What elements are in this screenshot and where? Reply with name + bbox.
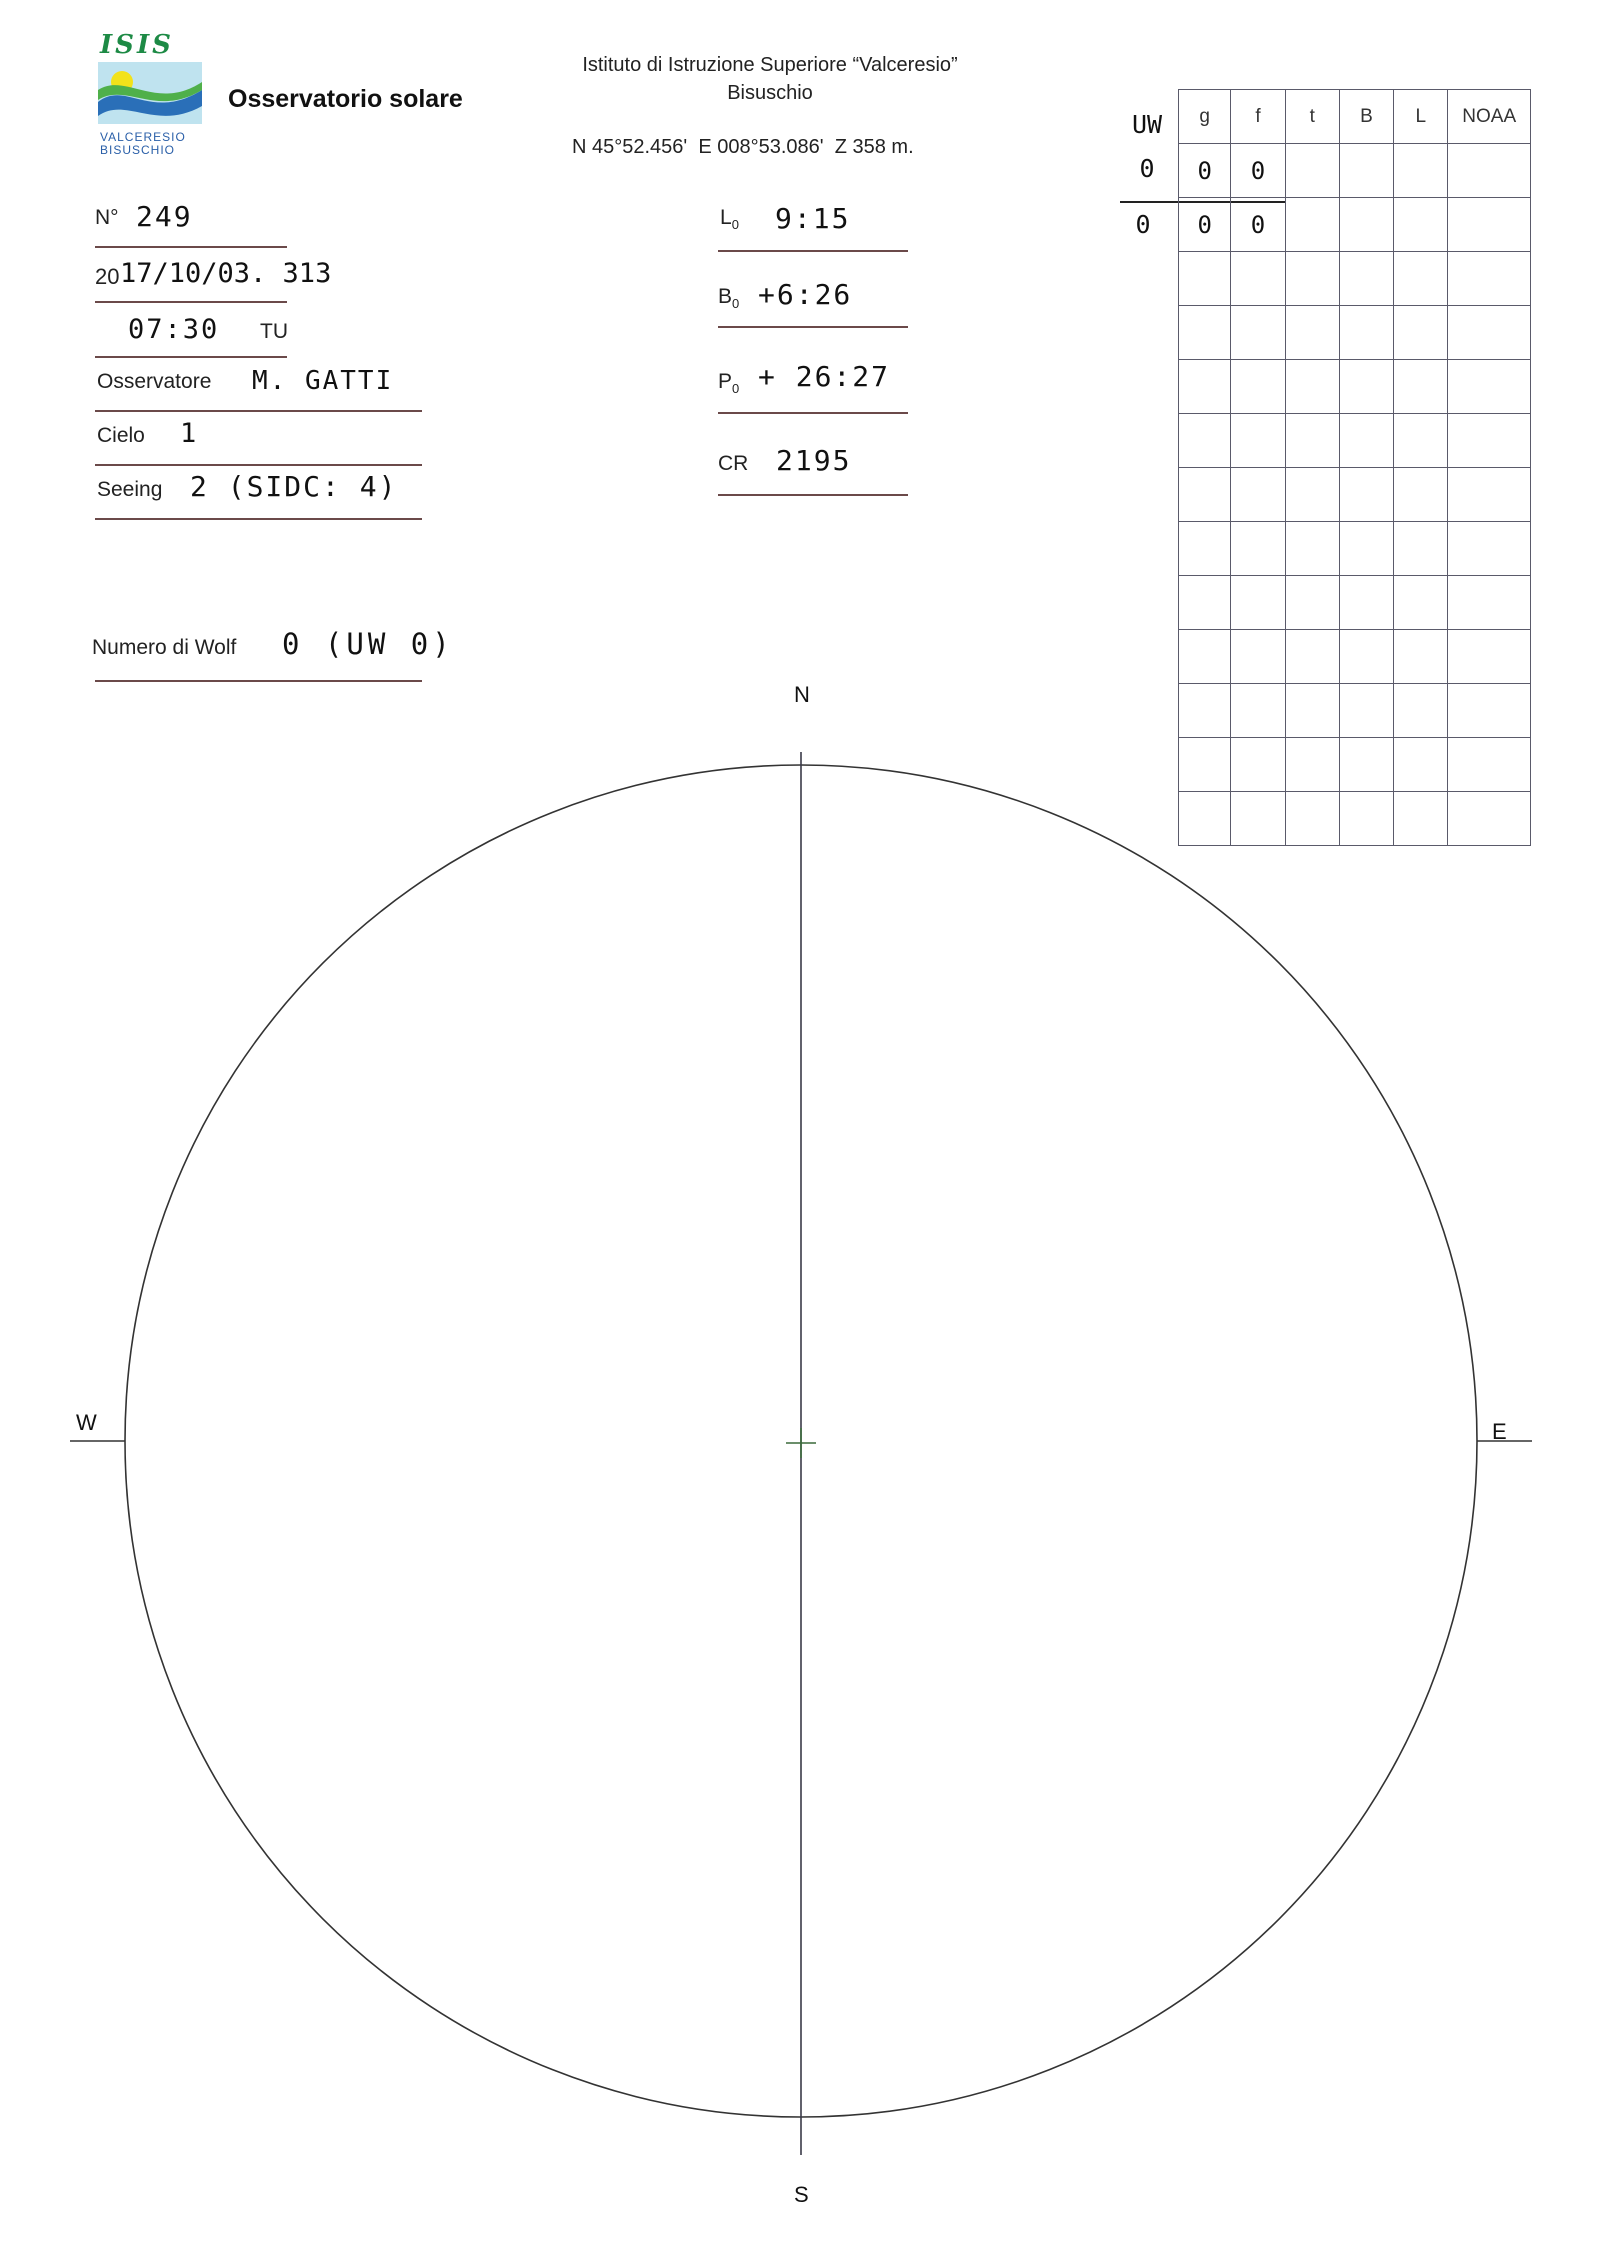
logo-sub-1: VALCERESIO xyxy=(100,130,186,144)
page-title: Osservatorio solare xyxy=(228,85,463,113)
p0-label-text: P xyxy=(718,370,733,393)
l0-label-sub: 0 xyxy=(731,217,739,233)
sky-value: 1 xyxy=(180,418,199,449)
uw-row-1: 0 xyxy=(1139,154,1155,183)
number-label: N° xyxy=(95,206,119,229)
time-unit: TU xyxy=(260,320,288,343)
time-value: 07:30 xyxy=(128,314,220,345)
l0-label-text: L xyxy=(720,206,732,229)
table-cell: 0 xyxy=(1231,198,1285,252)
coordinates: N 45°52.456' E 008°53.086' Z 358 m. xyxy=(572,136,914,158)
l0-value: 9:15 xyxy=(775,202,851,235)
p0-label-sub: 0 xyxy=(732,381,740,397)
institute-line-2: Bisuschio xyxy=(727,82,813,104)
date-value: 17/10/03. 313 xyxy=(120,258,332,289)
table-cell: 0 xyxy=(1231,144,1285,198)
wolf-value: 0 (UW 0) xyxy=(282,627,454,661)
p0-value: + 26:27 xyxy=(758,360,891,393)
wolf-label: Numero di Wolf xyxy=(92,636,237,659)
south-label: S xyxy=(794,2182,809,2207)
logo-text: ISIS xyxy=(100,30,174,60)
b0-label-text: B xyxy=(718,285,733,308)
cr-value: 2195 xyxy=(776,444,852,477)
cr-label: CR xyxy=(718,452,749,475)
table-cell: 0 xyxy=(1179,198,1231,252)
seeing-label: Seeing xyxy=(97,478,163,501)
uw-row-2: 0 xyxy=(1135,210,1151,239)
observer-label: Osservatore xyxy=(97,370,212,393)
uw-header-label: UW xyxy=(1131,110,1163,139)
b0-label-sub: 0 xyxy=(732,296,740,312)
east-label: E xyxy=(1492,1419,1507,1444)
number-value: 249 xyxy=(136,200,193,233)
column-header-noaa: NOAA xyxy=(1448,90,1531,144)
b0-value: +6:26 xyxy=(758,278,853,311)
observer-value: M. GATTI xyxy=(252,366,394,396)
column-header-g: g xyxy=(1179,90,1231,144)
west-label: W xyxy=(76,1410,97,1435)
table-cell: 0 xyxy=(1179,144,1231,198)
sky-label: Cielo xyxy=(97,424,145,447)
logo-sub-2: BISUSCHIO xyxy=(100,143,176,157)
column-header-b: B xyxy=(1339,90,1393,144)
date-prefix: 20 xyxy=(95,264,120,289)
column-header-t: t xyxy=(1285,90,1339,144)
column-header-f: f xyxy=(1231,90,1285,144)
institute-line-1: Istituto di Istruzione Superiore “Valceresio” xyxy=(582,54,958,76)
column-header-l: L xyxy=(1394,90,1448,144)
seeing-value: 2 (SIDC: 4) xyxy=(190,470,398,503)
north-label: N xyxy=(794,682,810,707)
